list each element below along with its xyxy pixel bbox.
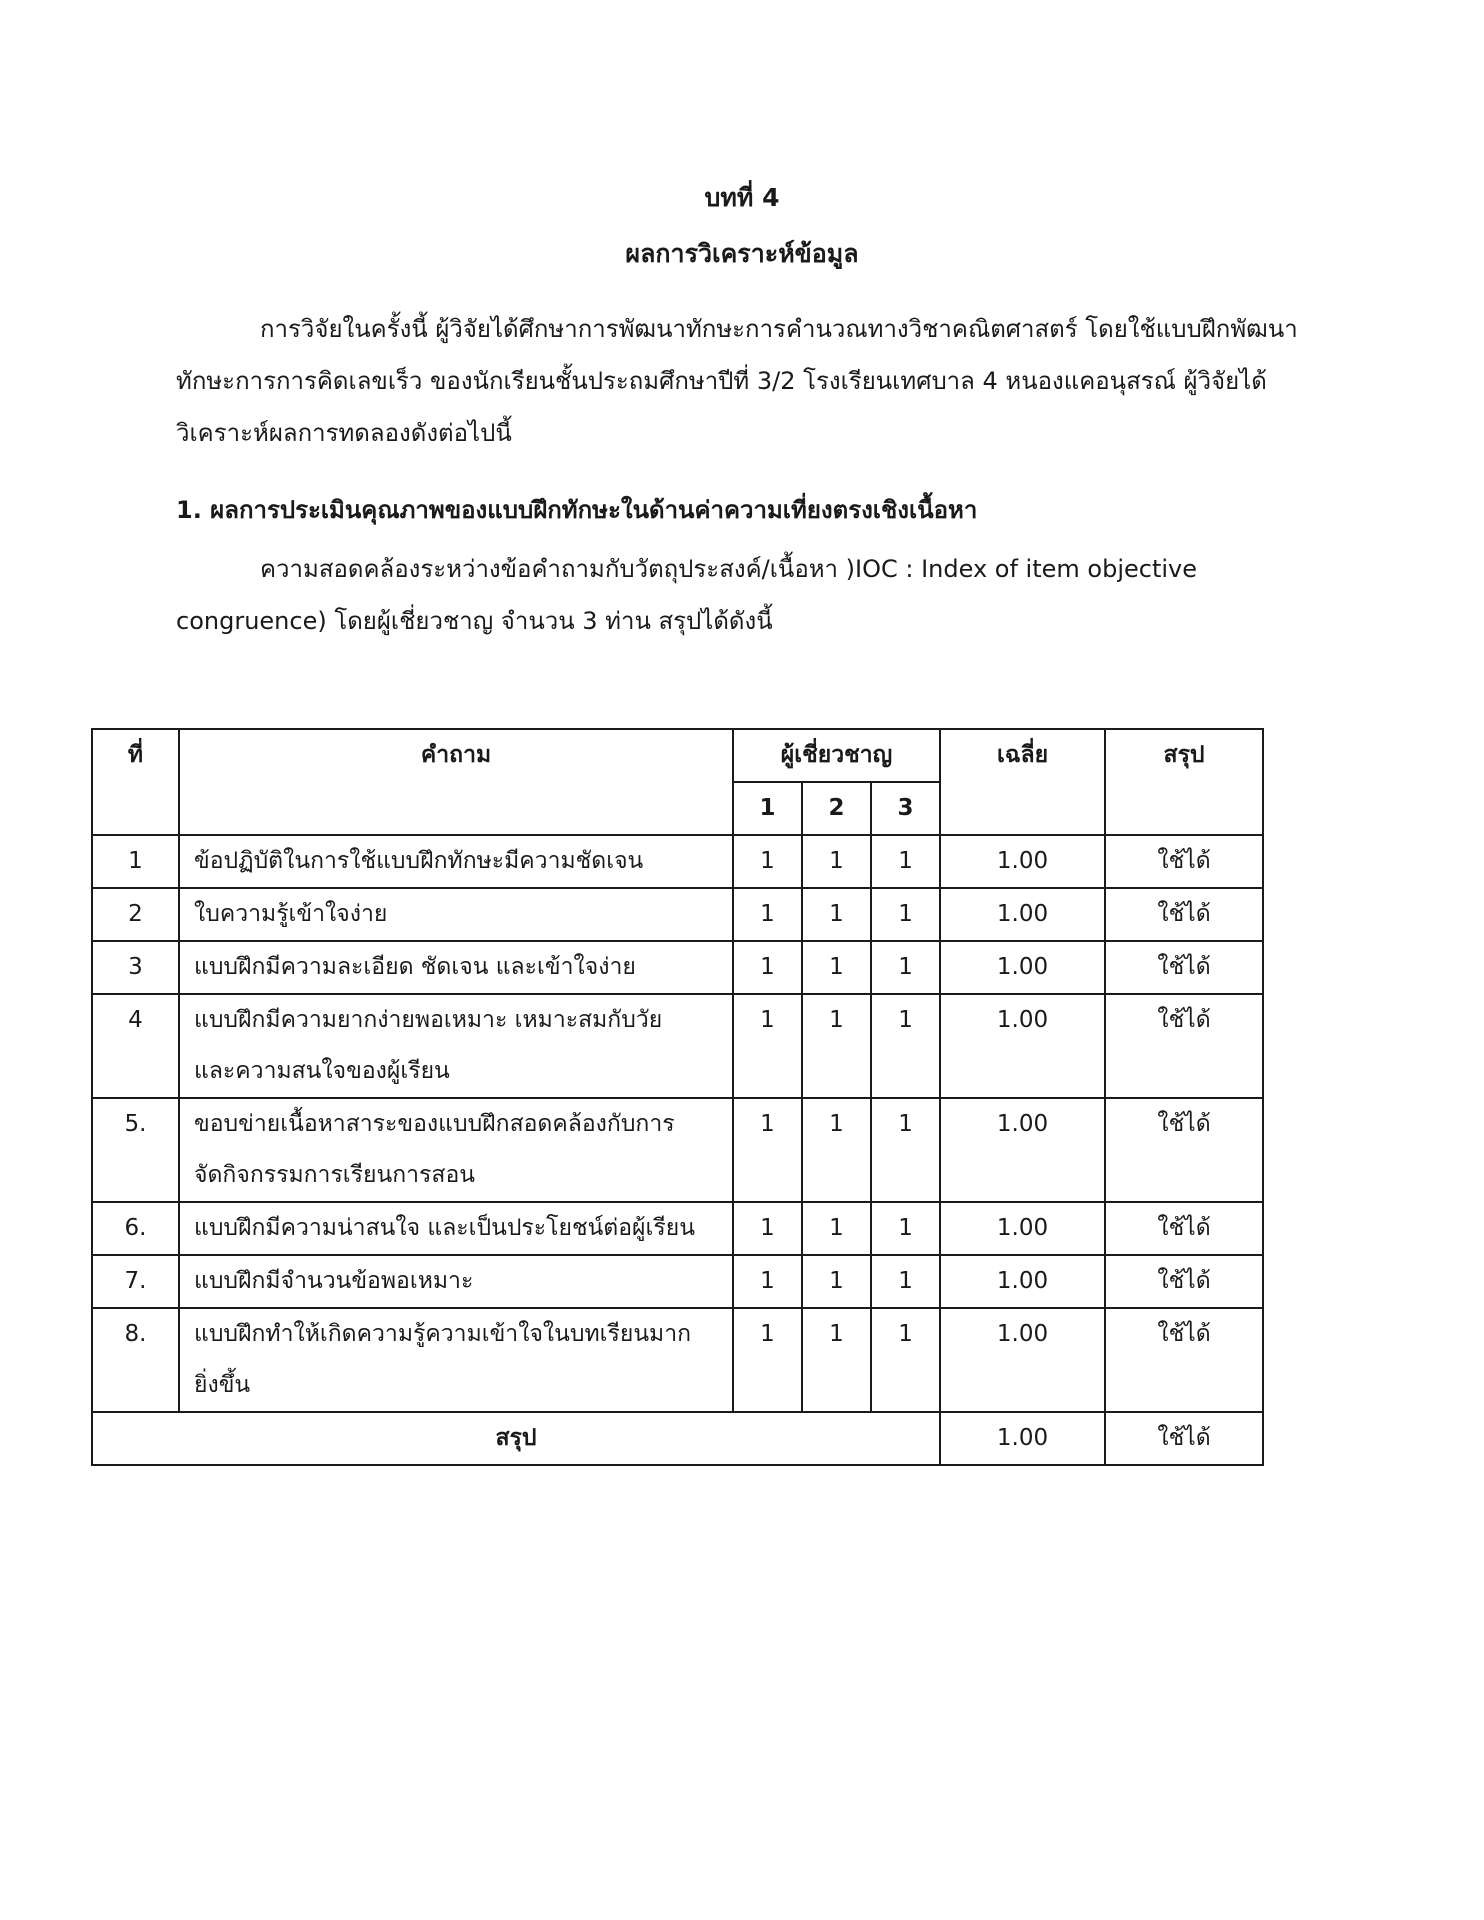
row-question-line: แบบฝึกมีจำนวนข้อพอเหมาะ <box>194 1268 474 1294</box>
row-average: 1.00 <box>940 835 1105 888</box>
row-question-line: แบบฝึกทำให้เกิดความรู้ความเข้าใจในบทเรียนมาก <box>194 1321 692 1347</box>
row-expert-2: 1 <box>802 835 871 888</box>
row-expert-3: 1 <box>871 835 940 888</box>
intro-line: การวิจัยในครั้งนี้ ผู้วิจัยได้ศึกษาการพัฒนาทักษะการคำนวณทางวิชาคณิตศาสตร์ โดยใช้แบบฝึกพัฒนา <box>260 315 1298 343</box>
row-expert-2: 1 <box>802 888 871 941</box>
row-result: ใช้ได้ <box>1105 1308 1263 1412</box>
row-expert-2: 1 <box>802 1255 871 1308</box>
header-expert-3: 3 <box>871 782 940 835</box>
row-expert-2: 1 <box>802 1098 871 1202</box>
row-average: 1.00 <box>940 994 1105 1098</box>
row-expert-3: 1 <box>871 1098 940 1202</box>
table-row <box>92 1202 1263 1255</box>
intro-line: ทักษะการการคิดเลขเร็ว ของนักเรียนชั้นประถมศึกษาปีที่ 3/2 โรงเรียนเทศบาล 4 หนองแคอนุสรณ์ ผู้วิจัยได้ <box>176 367 1267 395</box>
section-heading: 1. ผลการประเมินคุณภาพของแบบฝึกทักษะในด้านค่าความเที่ยงตรงเชิงเนื้อหา <box>176 496 978 524</box>
row-question <box>179 888 733 941</box>
row-expert-3: 1 <box>871 941 940 994</box>
header-question: คำถาม <box>179 729 733 835</box>
row-result: ใช้ได้ <box>1105 888 1263 941</box>
row-average: 1.00 <box>940 941 1105 994</box>
table-row <box>92 1098 1263 1202</box>
row-expert-1: 1 <box>733 941 802 994</box>
row-expert-1: 1 <box>733 1308 802 1412</box>
row-question-line: จัดกิจกรรมการเรียนการสอน <box>194 1162 475 1188</box>
row-question-line: แบบฝึกมีความละเอียด ชัดเจน และเข้าใจง่าย <box>194 954 636 980</box>
table-row <box>92 888 1263 941</box>
summary-average: 1.00 <box>940 1412 1105 1465</box>
row-expert-3: 1 <box>871 1255 940 1308</box>
row-expert-2: 1 <box>802 941 871 994</box>
row-average: 1.00 <box>940 1098 1105 1202</box>
row-no: 8. <box>92 1308 179 1412</box>
table-row <box>92 941 1263 994</box>
header-expert-1: 1 <box>733 782 802 835</box>
row-expert-1: 1 <box>733 835 802 888</box>
row-expert-2: 1 <box>802 1308 871 1412</box>
table-row <box>92 1255 1263 1308</box>
row-result: ใช้ได้ <box>1105 1098 1263 1202</box>
header-expert-2: 2 <box>802 782 871 835</box>
row-question-line: ใบความรู้เข้าใจง่าย <box>194 901 388 927</box>
summary-result: ใช้ได้ <box>1105 1412 1263 1465</box>
table-summary-row <box>92 1412 1263 1465</box>
section-line: congruence) โดยผู้เชี่ยวชาญ จำนวน 3 ท่าน สรุปได้ดังนี้ <box>176 607 773 635</box>
row-no: 3 <box>92 941 179 994</box>
row-expert-1: 1 <box>733 994 802 1098</box>
summary-label: สรุป <box>92 1412 940 1465</box>
row-expert-1: 1 <box>733 1098 802 1202</box>
row-question <box>179 1098 733 1202</box>
header-result: สรุป <box>1105 729 1263 835</box>
row-average: 1.00 <box>940 1308 1105 1412</box>
intro-line: วิเคราะห์ผลการทดลองดังต่อไปนี้ <box>176 419 512 447</box>
row-no: 7. <box>92 1255 179 1308</box>
row-no: 1 <box>92 835 179 888</box>
row-no: 5. <box>92 1098 179 1202</box>
row-expert-1: 1 <box>733 1202 802 1255</box>
row-no: 4 <box>92 994 179 1098</box>
row-question-line: ขอบข่ายเนื้อหาสาระของแบบฝึกสอดคล้องกับการ <box>194 1111 675 1137</box>
table-row <box>92 1308 1263 1412</box>
row-question-line: ข้อปฏิบัติในการใช้แบบฝึกทักษะมีความชัดเจน <box>194 848 644 874</box>
row-average: 1.00 <box>940 888 1105 941</box>
row-expert-2: 1 <box>802 1202 871 1255</box>
row-question <box>179 1202 733 1255</box>
row-question <box>179 994 733 1098</box>
row-expert-3: 1 <box>871 994 940 1098</box>
header-average: เฉลี่ย <box>940 729 1105 835</box>
row-result: ใช้ได้ <box>1105 941 1263 994</box>
table-row <box>92 835 1263 888</box>
intro-paragraph <box>176 303 1326 459</box>
row-expert-2: 1 <box>802 994 871 1098</box>
row-no: 2 <box>92 888 179 941</box>
row-question <box>179 1255 733 1308</box>
row-average: 1.00 <box>940 1202 1105 1255</box>
table-row <box>92 994 1263 1098</box>
ioc-table <box>91 728 1264 1466</box>
chapter-title: บทที่ 4 <box>704 183 780 212</box>
row-result: ใช้ได้ <box>1105 1255 1263 1308</box>
section-line: ความสอดคล้องระหว่างข้อคำถามกับวัตถุประสงค์/เนื้อหา )IOC : Index of item objective <box>260 555 1197 583</box>
row-question <box>179 835 733 888</box>
row-expert-1: 1 <box>733 1255 802 1308</box>
row-expert-1: 1 <box>733 888 802 941</box>
row-question <box>179 1308 733 1412</box>
row-question-line: แบบฝึกมีความน่าสนใจ และเป็นประโยชน์ต่อผู้เรียน <box>194 1215 695 1241</box>
row-result: ใช้ได้ <box>1105 994 1263 1098</box>
chapter-subtitle: ผลการวิเคราะห์ข้อมูล <box>625 239 859 268</box>
row-no: 6. <box>92 1202 179 1255</box>
header-experts: ผู้เชี่ยวชาญ <box>733 729 940 782</box>
row-question-line: ยิ่งขึ้น <box>194 1372 251 1398</box>
row-expert-3: 1 <box>871 1308 940 1412</box>
header-no: ที่ <box>92 729 179 835</box>
row-question-line: แบบฝึกมีความยากง่ายพอเหมาะ เหมาะสมกับวัย <box>194 1007 663 1033</box>
table-header-row <box>92 729 1263 782</box>
row-expert-3: 1 <box>871 888 940 941</box>
row-question <box>179 941 733 994</box>
row-result: ใช้ได้ <box>1105 1202 1263 1255</box>
section-paragraph <box>176 543 1326 647</box>
row-question-line: และความสนใจของผู้เรียน <box>194 1058 450 1084</box>
row-result: ใช้ได้ <box>1105 835 1263 888</box>
row-expert-3: 1 <box>871 1202 940 1255</box>
row-average: 1.00 <box>940 1255 1105 1308</box>
